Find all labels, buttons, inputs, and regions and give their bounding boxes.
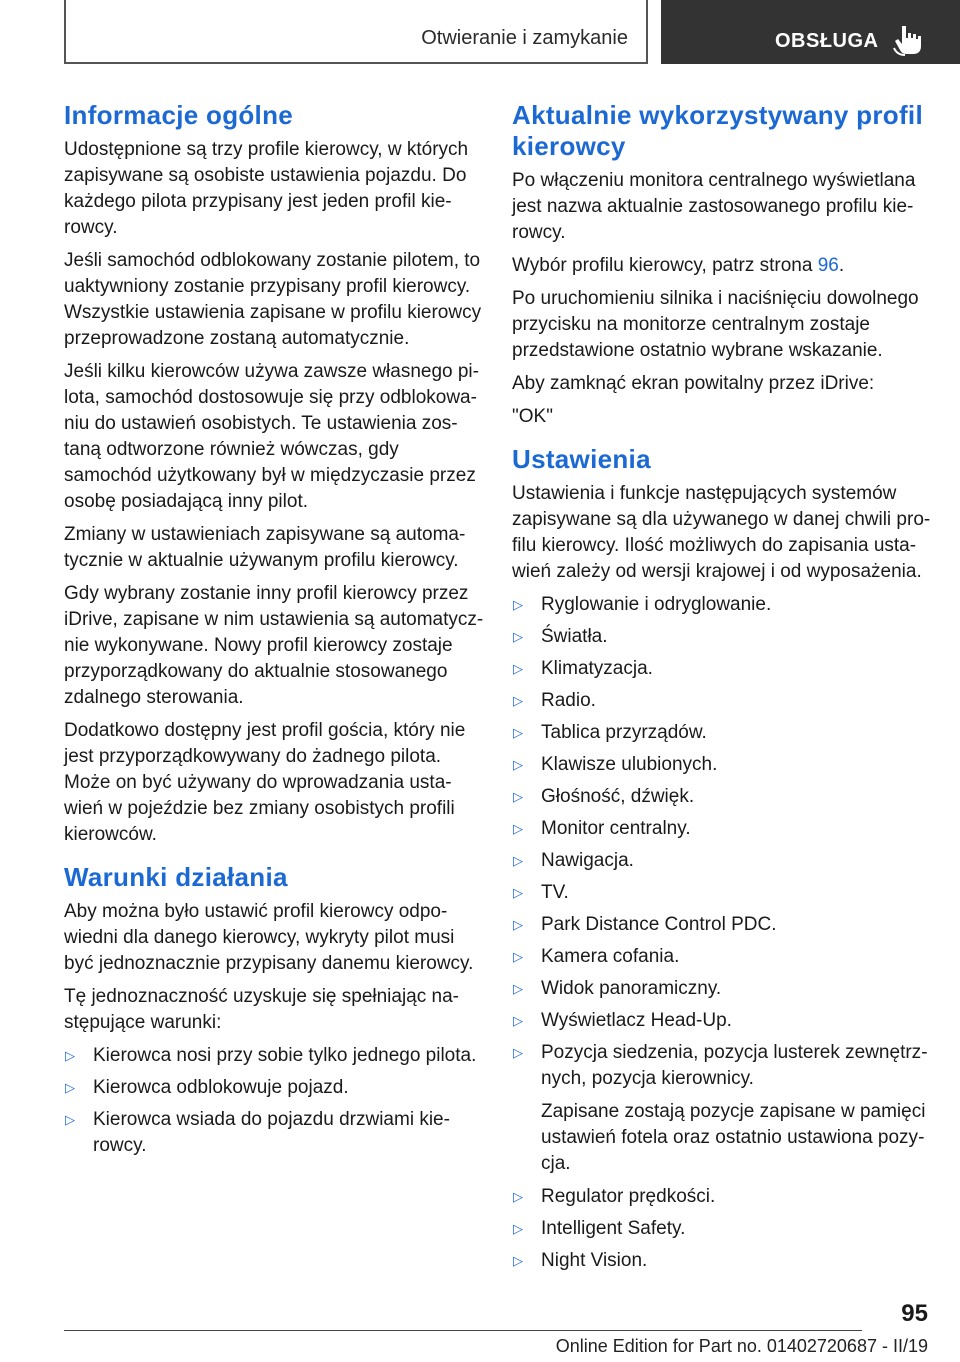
list-item: ▷ Intelligent Safety. bbox=[512, 1216, 932, 1242]
triangle-bullet-icon: ▷ bbox=[513, 661, 523, 676]
paragraph: Po uruchomieniu silnika i naciśnięciu dowolnego przycisku na monitorze centralnym zostaje przedstawione ostatnio wybrane wskazanie. bbox=[512, 288, 919, 361]
triangle-bullet-icon: ▷ bbox=[513, 949, 523, 964]
left-column bbox=[64, 100, 484, 1166]
footer-divider bbox=[64, 1330, 862, 1331]
paragraph: Tę jednoznaczność uzyskuje się spełniając następujące warunki: bbox=[64, 986, 459, 1033]
triangle-bullet-icon: ▷ bbox=[65, 1112, 75, 1127]
list-item: ▷ Radio. bbox=[512, 688, 932, 714]
paragraph: Zmiany w ustawieniach zapisywane są automatycznie w aktualnie używanym profilu kierowcy. bbox=[64, 524, 466, 571]
list-item: ▷ Ryglowanie i odryglowanie. bbox=[512, 592, 932, 618]
triangle-bullet-icon: ▷ bbox=[513, 757, 523, 772]
list-item: ▷ Night Vision. bbox=[512, 1248, 932, 1274]
settings-list bbox=[512, 592, 932, 1092]
triangle-bullet-icon: ▷ bbox=[513, 629, 523, 644]
triangle-bullet-icon: ▷ bbox=[513, 1013, 523, 1028]
list-item: ▷ Nawigacja. bbox=[512, 848, 932, 874]
paragraph: Po włączeniu monitora centralnego wyświetlana jest nazwa aktualnie zastosowanego profilu kierowcy. bbox=[512, 170, 916, 243]
paragraph: Aby zamknąć ekran powitalny przez iDrive: bbox=[512, 373, 875, 394]
triangle-bullet-icon: ▷ bbox=[513, 693, 523, 708]
edition-note: Online Edition for Part no. 01402720687 - II/19 bbox=[555, 1336, 928, 1356]
page-header bbox=[0, 0, 960, 66]
chapter-tab-label: OBSŁUGA bbox=[775, 30, 879, 52]
triangle-bullet-icon: ▷ bbox=[513, 981, 523, 996]
hand-pointer-icon bbox=[893, 24, 923, 56]
triangle-bullet-icon: ▷ bbox=[513, 885, 523, 900]
paragraph: Dodatkowo dostępny jest profil gościa, który nie jest przyporządkowywany do żadnego pilota. Może on być używany do wprowadzania ustawień w pojeździe bez zmiany osobistych profili kierowców. bbox=[64, 720, 466, 845]
triangle-bullet-icon: ▷ bbox=[513, 1221, 523, 1236]
heading-general-info: Informacje ogólne bbox=[64, 100, 294, 130]
list-item: ▷ Widok panoramiczny. bbox=[512, 976, 932, 1002]
list-item: ▷ Regulator prędkości. bbox=[512, 1184, 932, 1210]
section-title: Otwieranie i zamykanie bbox=[421, 27, 628, 49]
paragraph: Wybór profilu kierowcy, patrz strona 96. bbox=[512, 255, 845, 276]
triangle-bullet-icon: ▷ bbox=[65, 1048, 75, 1063]
heading-operating-conditions: Warunki działania bbox=[64, 862, 288, 892]
paragraph: "OK" bbox=[512, 406, 553, 427]
paragraph: Jeśli kilku kierowców używa zawsze własnego pilota, samochód dostosowuje się przy odblokowaniu do ustawień osobistych. Te ustawienia zostaną odtworzone również wówczas, gdy samochód użytkowany był w międzyczasie przez osobę posiadającą inny pilot. bbox=[64, 361, 479, 512]
list-item: ▷ Park Distance Control PDC. bbox=[512, 912, 932, 938]
page-number: 95 bbox=[901, 1300, 928, 1327]
list-item: ▷ Klimatyzacja. bbox=[512, 656, 932, 682]
paragraph: Ustawienia i funkcje następujących systemów zapisywane są dla używanego w danej chwili profilu kierowcy. Ilość możliwych do zapisania ustawień zależy od wersji krajowej i od wyposażenia. bbox=[512, 483, 931, 582]
triangle-bullet-icon: ▷ bbox=[513, 597, 523, 612]
list-item: ▷ Klawisze ulubionych. bbox=[512, 752, 932, 778]
triangle-bullet-icon: ▷ bbox=[513, 853, 523, 868]
settings-note: Zapisane zostają pozycje zapisane w pamięci ustawień fotela oraz ostatnio ustawiona pozycja. bbox=[541, 1101, 926, 1174]
list-item: ▷ Wyświetlacz Head-Up. bbox=[512, 1008, 932, 1034]
section-title-box bbox=[64, 0, 648, 64]
triangle-bullet-icon: ▷ bbox=[65, 1080, 75, 1095]
list-item: ▷ Głośność, dźwięk. bbox=[512, 784, 932, 810]
paragraph: Udostępnione są trzy profile kierowcy, w których zapisywane są osobiste ustawienia pojazdu. Do każdego pilota przypisany jest jeden profil kierowcy. bbox=[64, 139, 469, 238]
paragraph: Aby można było ustawić profil kierowcy odpowiedni dla danego kierowcy, wykryty pilot musi być jednoznacznie przypisany danemu kierowcy. bbox=[64, 901, 474, 974]
list-item: ▷ Pozycja siedzenia, pozycja lusterek zewnętrznych, pozycja kierownicy. bbox=[513, 1042, 928, 1089]
list-item: ▷ Monitor centralny. bbox=[512, 816, 932, 842]
list-item: ▷ TV. bbox=[512, 880, 932, 906]
right-column bbox=[512, 100, 932, 1281]
page-reference-link[interactable]: 96 bbox=[817, 255, 839, 276]
list-item: ▷ Kierowca nosi przy sobie tylko jednego pilota. bbox=[64, 1043, 484, 1069]
triangle-bullet-icon: ▷ bbox=[513, 789, 523, 804]
triangle-bullet-icon: ▷ bbox=[513, 917, 523, 932]
paragraph: Gdy wybrany zostanie inny profil kierowcy przez iDrive, zapisane w nim ustawienia są automatycznie wykonywane. Nowy profil kierowcy zostaje przyporządkowany do aktualnie stosowanego zdalnego sterowania. bbox=[64, 583, 484, 708]
list-item: ▷ Kierowca odblokowuje pojazd. bbox=[64, 1075, 484, 1101]
chapter-tab[interactable] bbox=[661, 0, 960, 64]
triangle-bullet-icon: ▷ bbox=[513, 725, 523, 740]
conditions-list bbox=[64, 1043, 484, 1159]
list-item: ▷ Kierowca wsiada do pojazdu drzwiami kierowcy. bbox=[65, 1109, 450, 1156]
heading-current-profile: Aktualnie wykorzystywany profil kierowcy bbox=[512, 100, 923, 161]
list-item: ▷ Światła. bbox=[512, 624, 932, 650]
heading-settings: Ustawienia bbox=[512, 444, 651, 474]
triangle-bullet-icon: ▷ bbox=[513, 1045, 523, 1060]
triangle-bullet-icon: ▷ bbox=[513, 1253, 523, 1268]
paragraph: Jeśli samochód odblokowany zostanie pilotem, to uaktywniony zostanie przypisany profil kierowcy. Wszystkie ustawienia zapisane w profilu kierowcy przeprowadzone zostaną automatycznie. bbox=[64, 250, 482, 349]
settings-list-continued bbox=[512, 1184, 932, 1274]
triangle-bullet-icon: ▷ bbox=[513, 1189, 523, 1204]
list-item: ▷ Tablica przyrządów. bbox=[512, 720, 932, 746]
triangle-bullet-icon: ▷ bbox=[513, 821, 523, 836]
list-item: ▷ Kamera cofania. bbox=[512, 944, 932, 970]
